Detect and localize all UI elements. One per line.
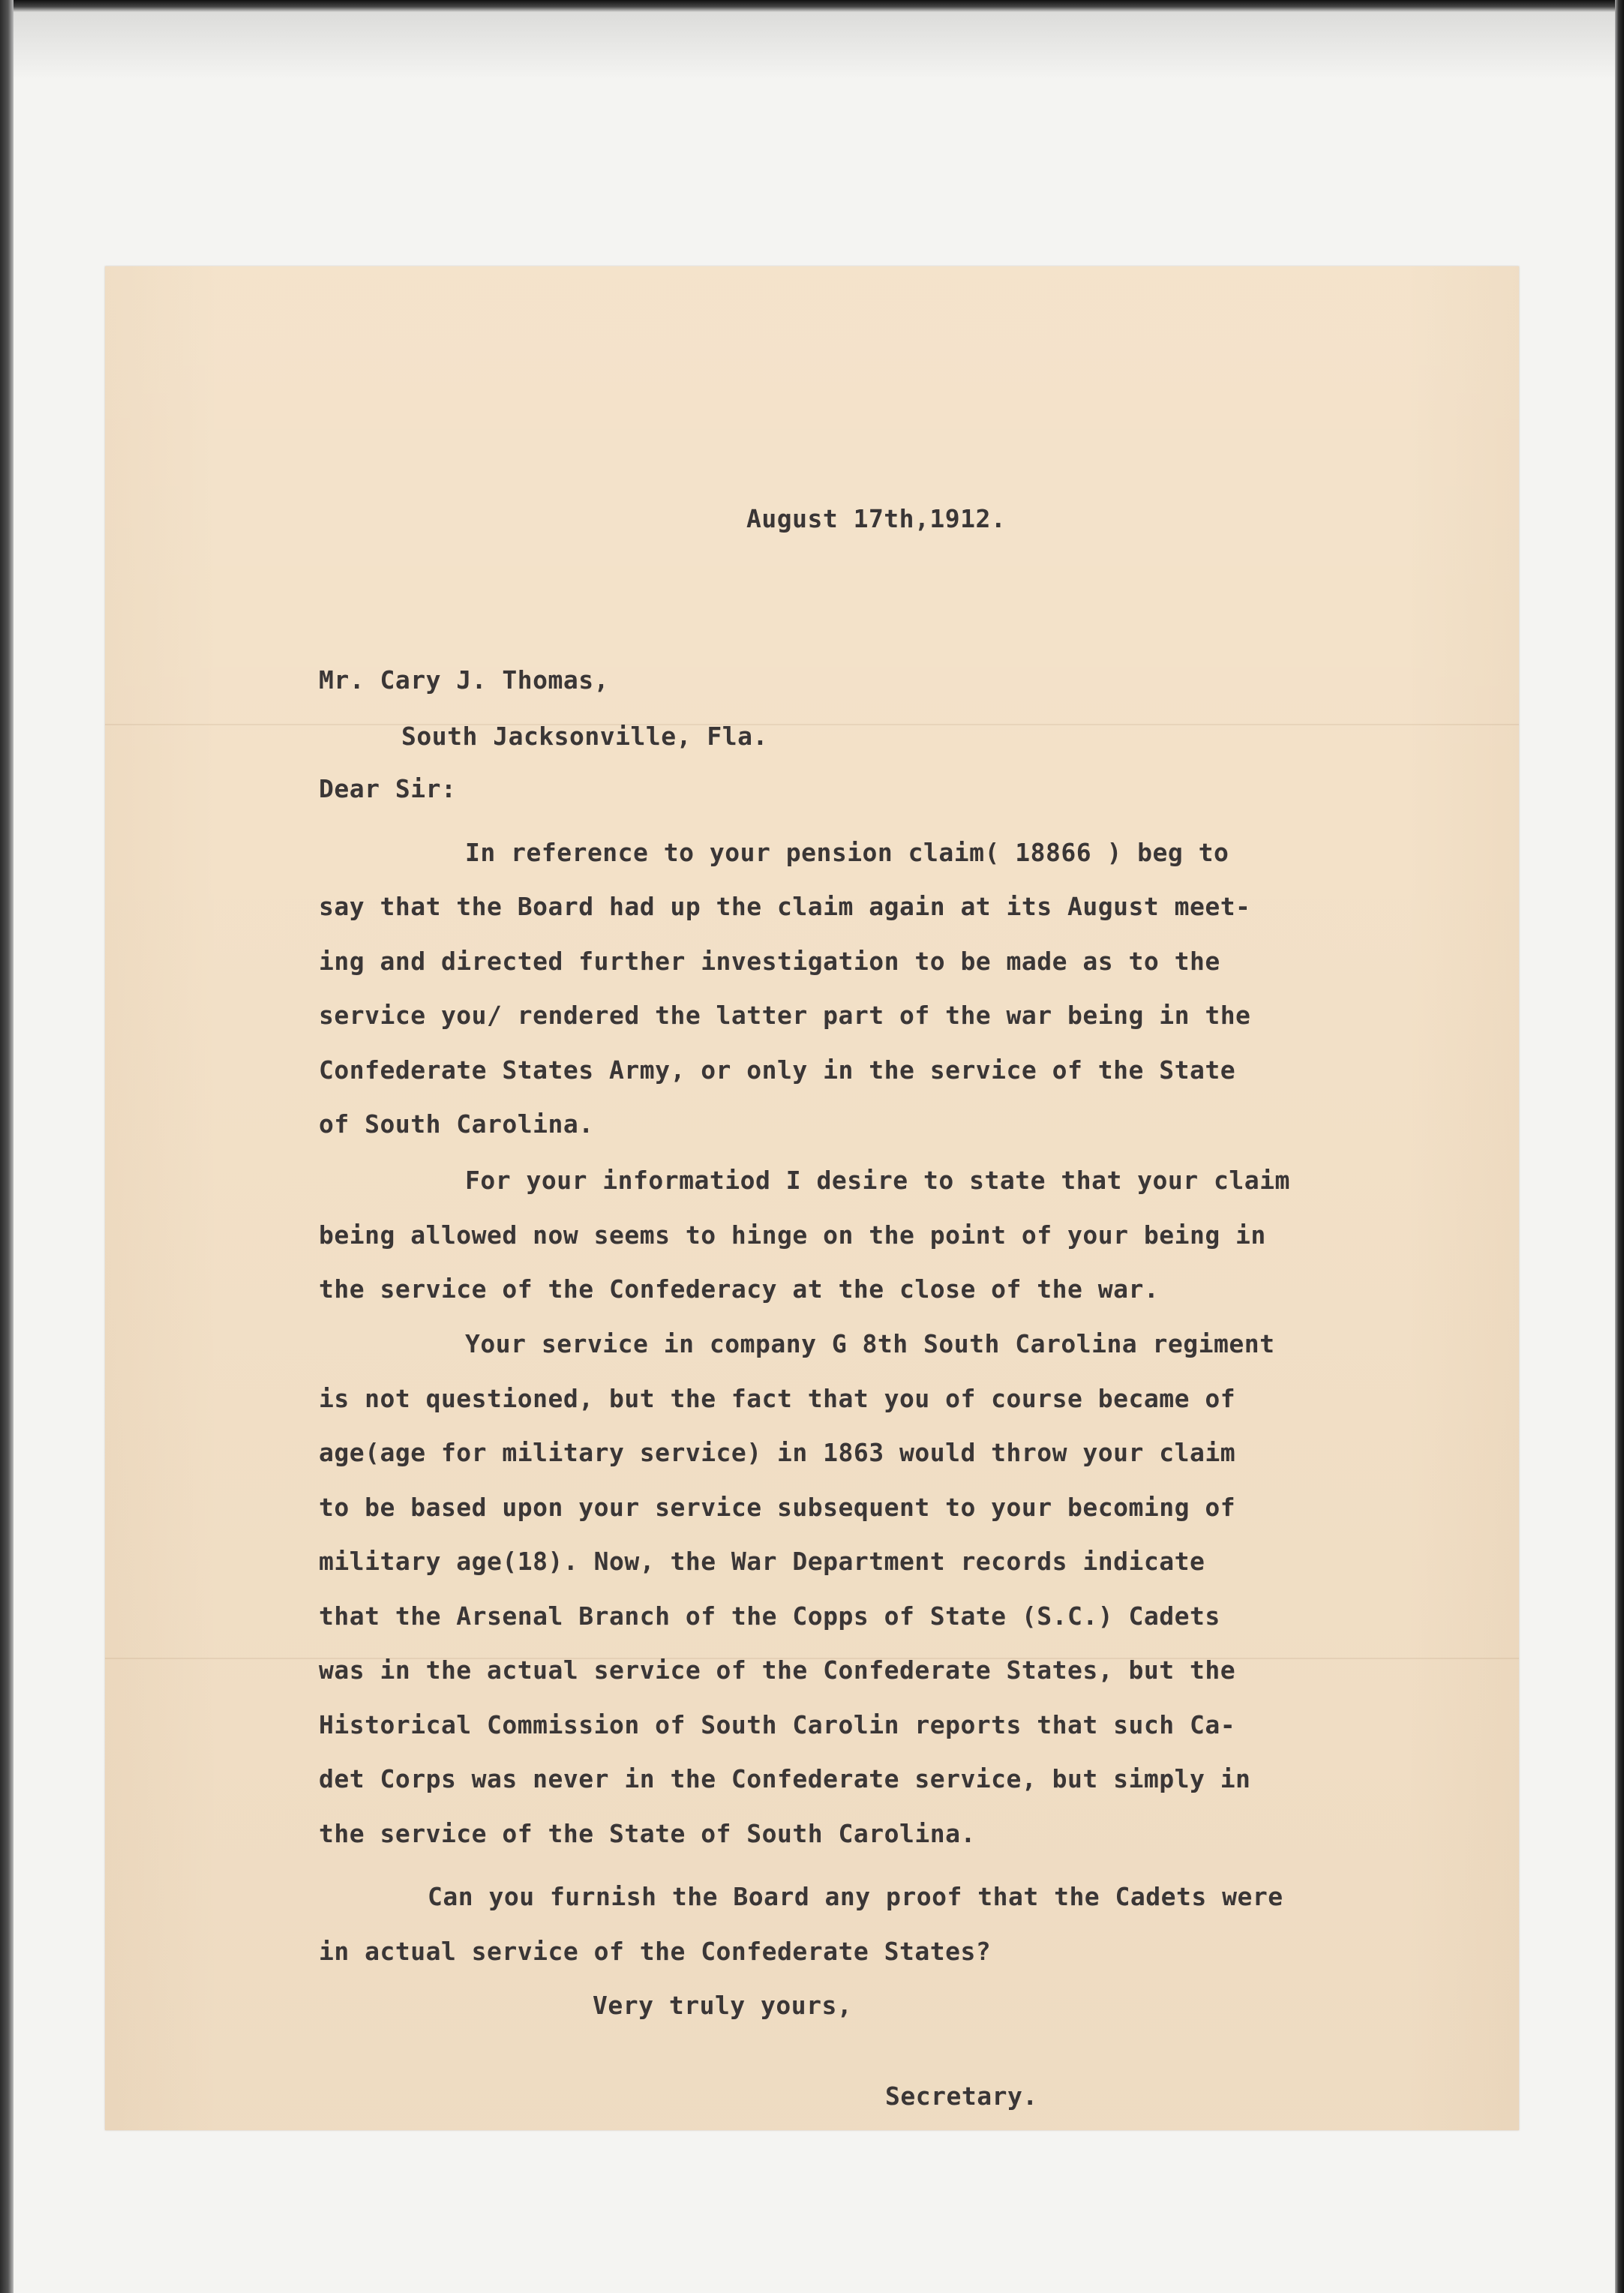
letter-date: August 17th,1912. [746, 504, 1007, 533]
body-line: in actual service of the Confederate States? [319, 1937, 992, 1966]
recipient-address: South Jacksonville, Fla. [401, 722, 768, 751]
body-line: Your service in company G 8th South Carolina regiment [465, 1329, 1275, 1358]
signature-title: Secretary. [885, 2081, 1038, 2111]
paper-fold-line [105, 724, 1519, 725]
body-line: was in the actual service of the Confederate States, but the [319, 1655, 1236, 1685]
scan-left-edge [0, 0, 14, 2293]
body-line: For your informatiod I desire to state that your claim [465, 1166, 1290, 1195]
body-line: the service of the Confederacy at the close of the war. [319, 1274, 1160, 1304]
body-line: to be based upon your service subsequent to your becoming of [319, 1493, 1236, 1522]
body-line: ing and directed further investigation to be made as to the [319, 947, 1220, 976]
closing: Very truly yours, [593, 1991, 853, 2020]
letter-paper [105, 266, 1519, 2130]
scan-top-edge [0, 0, 1624, 12]
body-line: service you/ rendered the latter part of the war being in the [319, 1001, 1251, 1030]
body-line: that the Arsenal Branch of the Copps of State (S.C.) Cadets [319, 1601, 1220, 1631]
body-line: of South Carolina. [319, 1109, 594, 1139]
scan-top-shadow [14, 12, 1615, 80]
body-line: det Corps was never in the Confederate service, but simply in [319, 1764, 1251, 1793]
body-line: is not questioned, but the fact that you of course became of [319, 1384, 1236, 1413]
body-line: Historical Commission of South Carolin reports that such Ca- [319, 1710, 1236, 1739]
body-line: say that the Board had up the claim again at its August meet- [319, 892, 1251, 921]
body-line: military age(18). Now, the War Department records indicate [319, 1547, 1205, 1576]
body-line: the service of the State of South Carolina. [319, 1819, 976, 1848]
recipient-name: Mr. Cary J. Thomas, [319, 665, 609, 695]
body-line: In reference to your pension claim( 18866 ) beg to [465, 838, 1229, 867]
body-line: Confederate States Army, or only in the service of the State [319, 1055, 1236, 1085]
body-line: age(age for military service) in 1863 would throw your claim [319, 1438, 1236, 1467]
body-line: Can you furnish the Board any proof that the Cadets were [428, 1882, 1283, 1911]
body-line: being allowed now seems to hinge on the point of your being in [319, 1220, 1266, 1250]
salutation: Dear Sir: [319, 774, 457, 803]
scan-right-edge [1615, 0, 1624, 2293]
